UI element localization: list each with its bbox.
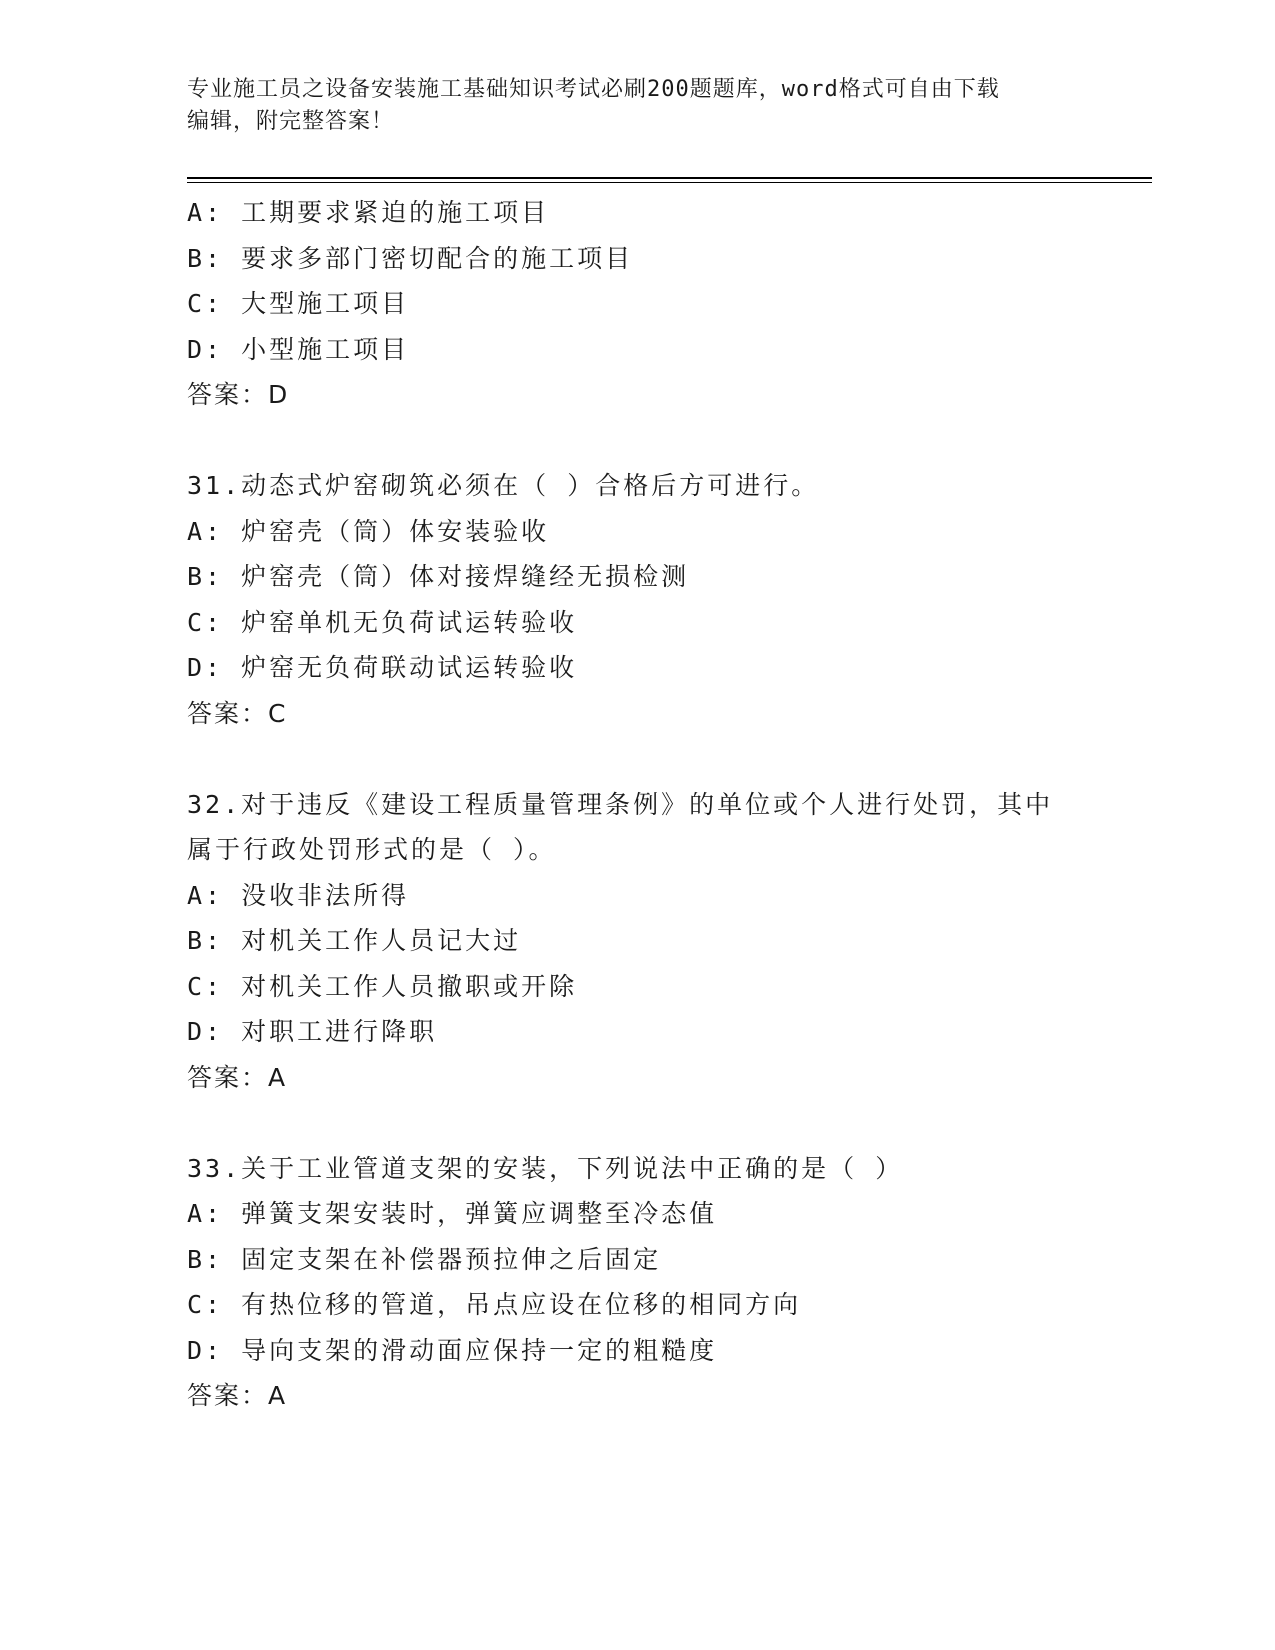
option-c: C: 有热位移的管道，吊点应设在位移的相同方向 bbox=[187, 1290, 802, 1319]
spacer bbox=[187, 736, 1087, 782]
question-stem-continued: 属于行政处罚形式的是（ ）。 bbox=[187, 835, 557, 864]
header-title-line-2: 编辑，附完整答案！ bbox=[187, 109, 395, 134]
question-block-partial bbox=[187, 190, 1087, 418]
header-divider-thin bbox=[187, 182, 1152, 183]
option-b: B: 对机关工作人员记大过 bbox=[187, 926, 522, 955]
answer-line: 答案：A bbox=[187, 1381, 288, 1410]
option-a: A: 工期要求紧迫的施工项目 bbox=[187, 198, 550, 227]
question-stem: 31.动态式炉窑砌筑必须在（ ）合格后方可进行。 bbox=[187, 471, 820, 500]
option-a: A: 弹簧支架安装时，弹簧应调整至冷态值 bbox=[187, 1199, 718, 1228]
option-b: B: 固定支架在补偿器预拉伸之后固定 bbox=[187, 1244, 662, 1274]
option-b: B: 要求多部门密切配合的施工项目 bbox=[187, 243, 634, 273]
answer-line: 答案：C bbox=[187, 698, 288, 728]
option-b: B: 炉窑壳（筒）体对接焊缝经无损检测 bbox=[187, 562, 690, 591]
option-a: A: 没收非法所得 bbox=[187, 880, 410, 910]
option-d: D: 炉窑无负荷联动试运转验收 bbox=[187, 653, 578, 682]
answer-line: 答案：A bbox=[187, 1062, 288, 1092]
option-d: D: 小型施工项目 bbox=[187, 334, 410, 364]
header-divider-thick bbox=[187, 177, 1152, 179]
page-header bbox=[187, 74, 1087, 138]
option-c: C: 对机关工作人员撤职或开除 bbox=[187, 971, 578, 1001]
spacer bbox=[187, 1100, 1087, 1146]
question-list bbox=[187, 190, 1087, 1419]
spacer bbox=[187, 418, 1087, 464]
option-d: D: 对职工进行降职 bbox=[187, 1017, 438, 1046]
answer-line: 答案：D bbox=[187, 380, 290, 409]
option-c: C: 大型施工项目 bbox=[187, 289, 410, 318]
header-title-line-1: 专业施工员之设备安装施工基础知识考试必刷200题题库，word格式可自由下载 bbox=[187, 77, 1000, 102]
option-c: C: 炉窑单机无负荷试运转验收 bbox=[187, 607, 578, 637]
question-block-33 bbox=[187, 1146, 1087, 1419]
question-stem: 33.关于工业管道支架的安装，下列说法中正确的是（ ） bbox=[187, 1153, 904, 1183]
question-stem: 32.对于违反《建设工程质量管理条例》的单位或个人进行处罚，其中 bbox=[187, 789, 1054, 819]
option-d: D: 导向支架的滑动面应保持一定的粗糙度 bbox=[187, 1335, 718, 1365]
option-a: A: 炉窑壳（筒）体安装验收 bbox=[187, 516, 550, 546]
question-block-32 bbox=[187, 782, 1087, 1101]
question-block-31 bbox=[187, 463, 1087, 736]
